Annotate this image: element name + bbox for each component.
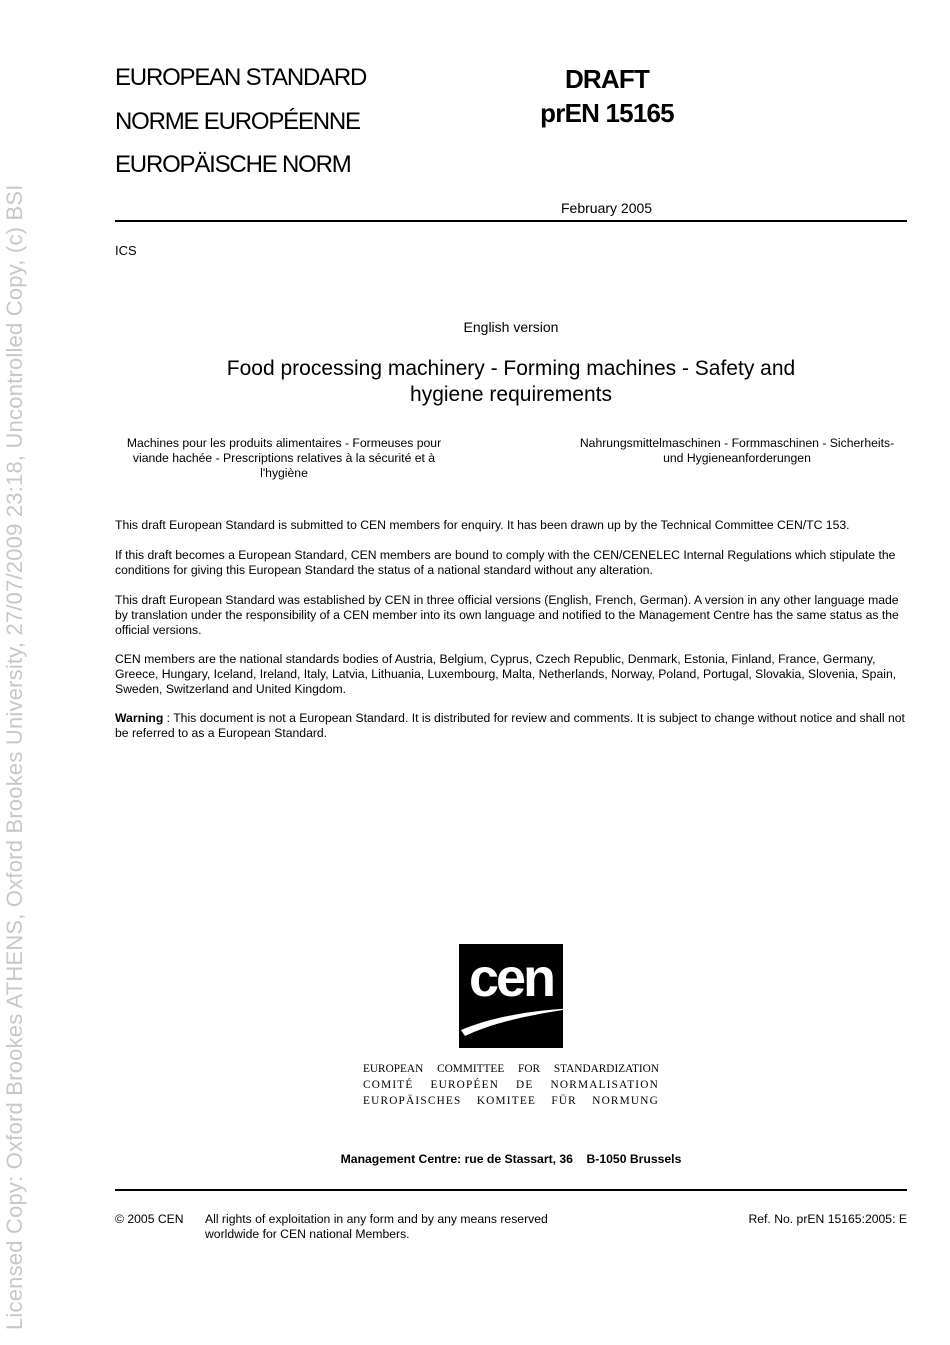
- publication-date: February 2005: [561, 200, 653, 216]
- document-number: prEN 15165: [540, 98, 674, 128]
- warning-text: : This document is not a European Standard. It is distributed for review and comments. It is subject to change without notice and shall not be referred to as a European Standard.: [115, 711, 905, 740]
- rights-statement-line-2: worldwide for CEN national Members.: [205, 1227, 410, 1241]
- ics-label: ICS: [115, 243, 137, 258]
- compliance-paragraph: If this draft becomes a European Standard, CEN members are bound to comply with the CEN/CENELEC Internal Regulations which stipulate the conditions for giving this European Standard the status of a national standard without any alteration.: [115, 548, 896, 577]
- versions-paragraph: This draft European Standard was established by CEN in three official versions (English, French, German). A version in any other language made by translation under the responsibility of a CEN member into its own language and notified to the Management Centre has the same status as the official versions.: [115, 593, 899, 637]
- document-title-line-1: Food processing machinery - Forming machines - Safety and: [226, 357, 796, 380]
- draft-label: DRAFT: [564, 64, 650, 94]
- document-title-line-2: hygiene requirements: [410, 383, 612, 406]
- german-subtitle: [560, 436, 914, 466]
- cen-logo: [459, 944, 563, 1048]
- rights-statement-line-1: All rights of exploitation in any form and by any means reserved: [205, 1212, 548, 1226]
- enquiry-paragraph: This draft European Standard is submitted to CEN members for enquiry. It has been drawn up by the Technical Committee CEN/TC 153.: [115, 518, 850, 532]
- footer-divider: [115, 1189, 907, 1191]
- document-title: [111, 356, 911, 408]
- header-divider: [115, 220, 907, 222]
- logo-caption-fr: COMITÉ EUROPÉEN DE NORMALISATION: [363, 1079, 659, 1091]
- cen-logo-graphic: [459, 944, 563, 1048]
- french-subtitle-line-3: l'hygiène: [260, 466, 308, 480]
- reference-number: Ref. No. prEN 15165:2005: E: [748, 1212, 907, 1226]
- french-subtitle-line-2: viande hachée - Prescriptions relatives à la sécurité et à: [132, 451, 436, 465]
- standard-name-en: EUROPEAN STANDARD: [115, 64, 367, 91]
- standard-name-fr: NORME EUROPÉENNE: [115, 108, 360, 135]
- logo-caption-de: EUROPÄISCHES KOMITEE FÜR NORMUNG: [363, 1095, 659, 1107]
- standard-name-de: EUROPÄISCHE NORM: [115, 151, 351, 178]
- german-subtitle-line-2: und Hygieneanforderungen: [663, 451, 811, 465]
- warning-paragraph: [115, 711, 910, 741]
- members-paragraph: CEN members are the national standards bodies of Austria, Belgium, Cyprus, Czech Republic, Denmark, Estonia, Finland, France, Germany, Greece, Hungary, Iceland, Ireland, Italy, Latvia, Lithuania, Luxembourg, Malta, Netherlands, Norway, Poland, Portugal, Slovakia, Slovenia, Spain, Sweden, Switzerland and United Kingdom.: [115, 652, 897, 696]
- cen-logo-text: cen: [468, 948, 554, 1008]
- warning-label: Warning: [115, 711, 164, 725]
- logo-caption-en: EUROPEAN COMMITTEE FOR STANDARDIZATION: [363, 1063, 659, 1075]
- french-subtitle: [113, 436, 455, 481]
- german-subtitle-line-1: Nahrungsmittelmaschinen - Formmaschinen - Sicherheits-: [579, 436, 895, 450]
- management-centre-address: Management Centre: rue de Stassart, 36 B-1050 Brussels: [340, 1152, 682, 1166]
- watermark-text: Licensed Copy: Oxford Brookes ATHENS, Oxford Brookes University, 27/07/2009 23:18, Uncontrolled Copy, (c) BSI: [2, 184, 27, 1330]
- french-subtitle-line-1: Machines pour les produits alimentaires - Formeuses pour: [126, 436, 442, 450]
- copyright-notice: © 2005 CEN: [115, 1212, 184, 1226]
- rights-statement: [205, 1212, 548, 1242]
- version-label: English version: [463, 319, 559, 335]
